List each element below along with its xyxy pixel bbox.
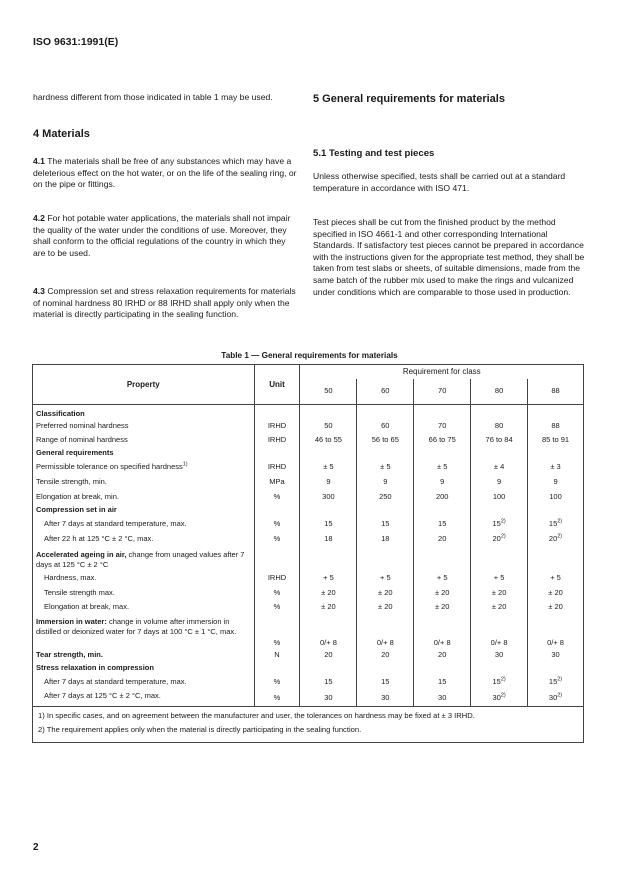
class-header: 60 (357, 379, 414, 405)
cell (471, 690, 528, 706)
row-label: Hardness, max. (44, 573, 97, 582)
cell: 76 to 84 (471, 433, 528, 447)
subsection-5-1-title: 5.1 Testing and test pieces (313, 148, 435, 159)
cell: 30 (471, 648, 528, 662)
row-label: Elongation at break, min. (36, 491, 119, 501)
cell: 9 (300, 475, 357, 489)
header-unit: Unit (254, 365, 300, 405)
cell: ± 20 (300, 600, 357, 614)
row-unit: IRHD (254, 433, 300, 447)
cell: 15 (300, 674, 357, 690)
table-row (33, 614, 584, 648)
cell-value: 15 (548, 518, 558, 528)
cell: + 5 (357, 570, 414, 586)
row-label: Tear strength, min. (36, 650, 103, 659)
cell: 15 (300, 516, 357, 531)
cell (528, 690, 584, 706)
clause-text: The materials shall be free of any substances which may have a deleterious effect on the hot water, or on the life of the sealing ring, or on the pipe or fittings. (33, 156, 297, 190)
footnote-ref: 2) (557, 518, 563, 524)
row-label: Tensile strength, min. (36, 477, 107, 486)
section-immersion-title: Immersion in water: (36, 617, 107, 626)
row-unit: % (254, 516, 300, 531)
table-section-row (33, 546, 584, 570)
cell: 60 (357, 419, 414, 433)
footnote-ref: 2) (557, 676, 563, 683)
cell: 88 (528, 419, 584, 433)
cell: 70 (414, 419, 471, 433)
table-section-row (33, 504, 584, 516)
intro-paragraph: hardness different from those indicated in table 1 may be used. (33, 92, 273, 102)
paragraph-test-pieces: Test pieces shall be cut from the finished product by the method specified in ISO 4661-1 and other corresponding International Standards. If satisfactory test pieces cannot be prepared in accordance with the instructions given for the appropriate test method, they shall be taken from test slabs or sheets, of suitable dimensions, made from the same batch of the rubber mix used to make the rings and vulcanized under conditions which are comparable to those used in production. (313, 217, 585, 297)
section-compression: Compression set in air (36, 505, 117, 514)
class-header: 70 (414, 379, 471, 405)
row-label (33, 614, 255, 648)
cell: 66 to 75 (414, 433, 471, 447)
cell: 20 (414, 648, 471, 662)
class-header: 80 (471, 379, 528, 405)
section-4-title: 4 Materials (33, 128, 90, 140)
row-unit: MPa (254, 475, 300, 489)
cell: 100 (528, 489, 584, 504)
cell: 0/+ 8 (414, 614, 471, 648)
footnote-ref: 2) (557, 533, 563, 539)
cell: 0/+ 8 (471, 614, 528, 648)
cell: ± 20 (357, 600, 414, 614)
cell (528, 531, 584, 546)
row-unit: % (254, 614, 300, 648)
footnote-ref: 2) (557, 692, 563, 699)
cell: ± 20 (471, 586, 528, 600)
table-row (33, 419, 584, 433)
cell: ± 20 (414, 600, 471, 614)
table-row (33, 489, 584, 504)
cell-value: 15 (492, 518, 501, 528)
cell: + 5 (300, 570, 357, 586)
section-general: General requirements (36, 448, 114, 457)
cell: 30 (357, 690, 414, 706)
cell-value: 30 (548, 692, 558, 702)
cell: ± 20 (300, 586, 357, 600)
row-label: After 22 h at 125 °C ± 2 °C, max. (44, 533, 154, 543)
clause-4-2 (33, 213, 299, 259)
table-row (33, 600, 584, 614)
table-row (33, 648, 584, 662)
clause-number: 4.1 (33, 156, 45, 166)
table-row (33, 570, 584, 586)
table-row (33, 516, 584, 531)
cell: + 5 (471, 570, 528, 586)
cell: 18 (300, 531, 357, 546)
footnote-ref: 2) (500, 692, 506, 699)
cell-value: 20 (492, 533, 501, 543)
table-row (33, 433, 584, 447)
document-header: ISO 9631:1991(E) (33, 36, 119, 48)
cell (528, 674, 584, 690)
cell (471, 531, 528, 546)
cell: ± 5 (300, 459, 357, 475)
table-row (33, 475, 584, 489)
table-row (33, 690, 584, 706)
cell-value: 15 (492, 677, 501, 686)
cell-value: 20 (548, 533, 558, 543)
section-ageing-desc: change from unaged values after 7 days at 125 °C ± 2 °C (36, 549, 245, 569)
row-label: Tensile strength max. (44, 588, 115, 597)
header-requirement: Requirement for class (300, 365, 584, 379)
cell (471, 516, 528, 531)
cell: 20 (300, 648, 357, 662)
cell: 250 (357, 489, 414, 504)
footnote-ref: 2) (500, 676, 506, 683)
class-header: 88 (528, 379, 584, 405)
section-ageing (33, 546, 255, 570)
cell (471, 674, 528, 690)
table-caption: Table 1 — General requirements for materials (221, 351, 398, 360)
cell: 9 (528, 475, 584, 489)
row-label: Preferred nominal hardness (36, 421, 129, 430)
row-unit: % (254, 586, 300, 600)
cell: 50 (300, 419, 357, 433)
cell: 200 (414, 489, 471, 504)
clause-number: 4.3 (33, 286, 45, 296)
footnote-ref: 2) (500, 518, 506, 524)
row-unit: % (254, 600, 300, 614)
cell: 30 (300, 690, 357, 706)
cell: 15 (357, 674, 414, 690)
header-property: Property (33, 365, 255, 405)
section-classification: Classification (36, 409, 85, 418)
row-label: Elongation at break, max. (44, 602, 130, 611)
table-section-row (33, 447, 584, 459)
cell (528, 516, 584, 531)
cell: 9 (471, 475, 528, 489)
cell: 15 (414, 516, 471, 531)
table-row (33, 459, 584, 475)
footnote-1: 1) In specific cases, and on agreement between the manufacturer and user, the tolerances on hardness may be fixed at ± 3 IRHD. (33, 706, 584, 723)
cell: 56 to 65 (357, 433, 414, 447)
cell: ± 3 (528, 459, 584, 475)
cell: 20 (414, 531, 471, 546)
footnote-2: 2) The requirement applies only when the material is directly participating in the sealing function. (38, 725, 362, 734)
requirements-table (32, 364, 584, 743)
cell: 20 (357, 648, 414, 662)
footnote-ref: 2) (500, 533, 506, 539)
cell-value: 15 (548, 677, 558, 686)
row-label (33, 459, 255, 475)
class-header: 50 (300, 379, 357, 405)
row-unit: % (254, 674, 300, 690)
cell: 80 (471, 419, 528, 433)
cell: ± 20 (528, 586, 584, 600)
section-immersion-desc: change in volume after immersion in distilled or deionized water for 7 days at 100 °C ± 1 °C, max. (36, 617, 237, 636)
table-row (33, 674, 584, 690)
cell: 46 to 55 (300, 433, 357, 447)
row-unit: N (254, 648, 300, 662)
row-unit: IRHD (254, 570, 300, 586)
cell: ± 20 (357, 586, 414, 600)
cell: 100 (471, 489, 528, 504)
cell: 15 (414, 674, 471, 690)
cell: 9 (414, 475, 471, 489)
row-label: After 7 days at 125 °C ± 2 °C, max. (44, 691, 161, 701)
row-label: Range of nominal hardness (36, 435, 128, 444)
clause-text: Compression set and stress relaxation requirements for materials of nominal hardness 80 IRHD or 88 IRHD shall apply only when the material is directly participating in the sealing function. (33, 286, 296, 320)
cell: ± 5 (414, 459, 471, 475)
clause-text: For hot potable water applications, the materials shall not impair the quality of the water under the conditions of use. Moreover, they shall conform to the official regulations of the country in which they are to be used. (33, 213, 291, 258)
cell: 85 to 91 (528, 433, 584, 447)
row-unit: % (254, 690, 300, 706)
row-unit: IRHD (254, 419, 300, 433)
row-unit: IRHD (254, 459, 300, 475)
paragraph-temperature: Unless otherwise specified, tests shall be carried out at a standard temperature in accordance with ISO 471. (313, 171, 566, 193)
cell: + 5 (528, 570, 584, 586)
section-stress: Stress relaxation in compression (36, 663, 154, 672)
cell: 0/+ 8 (357, 614, 414, 648)
row-label-text: Permissible tolerance on specified hardness (36, 462, 183, 471)
cell-value: 30 (492, 692, 501, 702)
row-unit: % (254, 531, 300, 546)
row-label: After 7 days at standard temperature, max. (44, 677, 187, 686)
cell: ± 20 (471, 600, 528, 614)
cell: 0/+ 8 (300, 614, 357, 648)
table-section-row (33, 662, 584, 674)
clause-number: 4.2 (33, 213, 45, 223)
cell: 18 (357, 531, 414, 546)
cell: 30 (414, 690, 471, 706)
table-row (33, 531, 584, 546)
section-5-title: 5 General requirements for materials (313, 93, 505, 105)
row-label: After 7 days at standard temperature, max. (44, 518, 187, 528)
page-number: 2 (33, 842, 39, 853)
cell: 300 (300, 489, 357, 504)
cell: 30 (528, 648, 584, 662)
cell: ± 20 (528, 600, 584, 614)
clause-4-3 (33, 286, 299, 321)
cell: ± 4 (471, 459, 528, 475)
cell: 0/+ 8 (528, 614, 584, 648)
row-unit: % (254, 489, 300, 504)
section-ageing-title: Accelerated ageing in air, (36, 549, 127, 559)
table-row (33, 586, 584, 600)
cell: ± 20 (414, 586, 471, 600)
cell: ± 5 (357, 459, 414, 475)
footnote-ref: 1) (182, 461, 188, 468)
cell: + 5 (414, 570, 471, 586)
cell: 9 (357, 475, 414, 489)
clause-4-1 (33, 156, 299, 191)
cell: 15 (357, 516, 414, 531)
table-section-row (33, 405, 584, 420)
